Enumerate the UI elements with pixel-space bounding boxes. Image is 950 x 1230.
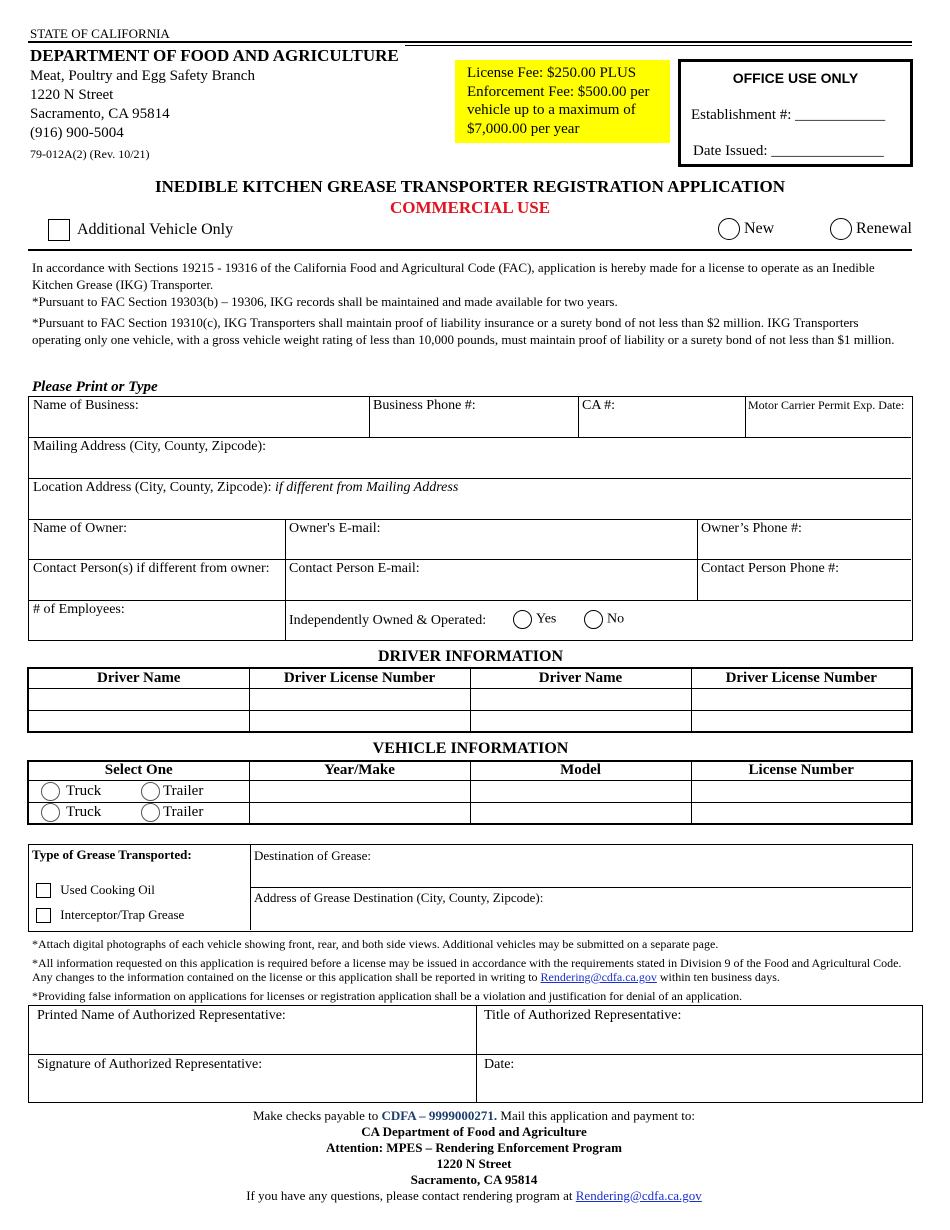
contact-person-field[interactable]: Contact Person(s) if different from owner: <box>33 561 270 576</box>
note-requirements-text-end: within ten business days. <box>656 970 780 984</box>
header-rule-thin <box>405 45 912 46</box>
mailing-address-field[interactable]: Mailing Address (City, County, Zipcode): <box>33 439 267 454</box>
independent-yes-radio[interactable] <box>513 610 532 629</box>
vehicle-type-cell <box>28 780 249 802</box>
mail-address-attention: Attention: MPES – Rendering Enforcement Program <box>326 1140 622 1155</box>
state-label: STATE OF CALIFORNIA <box>30 26 170 41</box>
header-rule <box>28 41 912 43</box>
independent-no-option[interactable] <box>584 610 624 629</box>
new-label: New <box>744 220 775 237</box>
truck-radio[interactable] <box>41 803 60 822</box>
branch-street: 1220 N Street <box>30 87 114 103</box>
note-photographs: *Attach digital photographs of each vehicle showing front, rear, and both side views. Additional vehicles may be submitted on a separate page. <box>32 937 719 951</box>
department-name: DEPARTMENT OF FOOD AND AGRICULTURE <box>30 46 399 65</box>
branch-name: Meat, Poultry and Egg Safety Branch <box>30 68 255 84</box>
trailer-label: Trailer <box>163 804 204 821</box>
checks-payable-text: Make checks payable to <box>252 1108 382 1123</box>
fee-notice <box>455 60 670 143</box>
branch-city: Sacramento, CA 95814 <box>30 106 170 122</box>
driver-cell[interactable] <box>691 710 912 732</box>
truck-label: Truck <box>66 804 102 821</box>
renewal-label: Renewal <box>856 220 912 237</box>
owner-email-field[interactable]: Owner's E-mail: <box>289 521 381 536</box>
mail-address-street: 1220 N Street <box>436 1156 512 1171</box>
additional-vehicle-checkbox[interactable] <box>48 219 70 241</box>
driver-table <box>27 667 913 733</box>
print-or-type-label: Please Print or Type <box>32 379 158 395</box>
owner-name-field[interactable]: Name of Owner: <box>33 521 128 536</box>
truck-label: Truck <box>66 782 102 799</box>
fee-line-4: $7,000.00 per year <box>467 120 580 137</box>
driver-cell[interactable] <box>470 688 691 710</box>
questions-text: If you have any questions, please contact rendering program at <box>246 1188 576 1203</box>
mail-address-department: CA Department of Food and Agriculture <box>361 1124 587 1139</box>
grease-type-label: Type of Grease Transported: <box>32 847 192 862</box>
location-address-note: if different from Mailing Address <box>274 480 459 495</box>
driver-cell[interactable] <box>470 710 691 732</box>
vehicle-info-heading: VEHICLE INFORMATION <box>372 740 569 757</box>
fee-line-2: Enforcement Fee: $500.00 per <box>467 83 650 100</box>
business-name-field[interactable]: Name of Business: <box>33 398 139 413</box>
destination-address-field[interactable]: Address of Grease Destination (City, County, Zipcode): <box>254 890 544 905</box>
trap-grease-option[interactable] <box>36 906 184 923</box>
note-requirements-text: *All information requested on this application is required before a license may be issued in accordance with the requirements stated in Division 9 of the Food and Agricultural Code. Any changes to the information contained on the license or this application shall be reported in writing to <box>32 955 902 984</box>
business-info-section <box>28 396 913 641</box>
checks-payable-line <box>0 1108 948 1124</box>
vehicle-cell[interactable] <box>470 802 691 824</box>
questions-email-link[interactable]: Rendering@cdfa.ca.gov <box>575 1188 702 1203</box>
driver-info-heading: DRIVER INFORMATION <box>377 648 564 665</box>
used-cooking-oil-option[interactable] <box>36 881 155 898</box>
title-rule <box>28 249 912 251</box>
employees-field[interactable]: # of Employees: <box>33 602 125 617</box>
ca-number-field[interactable]: CA #: <box>582 398 616 413</box>
office-use-box <box>678 59 913 167</box>
vehicle-cell[interactable] <box>470 780 691 802</box>
form-number: 79-012A(2) (Rev. 10/21) <box>30 147 150 161</box>
renewal-radio[interactable] <box>830 218 852 240</box>
contact-email-field[interactable]: Contact Person E-mail: <box>289 561 420 576</box>
intro-text <box>32 259 910 348</box>
driver-cell[interactable] <box>691 688 912 710</box>
intro-paragraph-2: *Pursuant to FAC Section 19303(b) – 19306, IKG records shall be maintained and made available for two years. <box>32 294 618 309</box>
trap-grease-label: Interceptor/Trap Grease <box>60 907 185 923</box>
new-option[interactable] <box>718 218 774 240</box>
grease-section <box>28 844 913 932</box>
notes <box>32 937 912 1003</box>
business-phone-field[interactable]: Business Phone #: <box>373 398 476 413</box>
driver-col-header: Driver License Number <box>691 668 912 688</box>
trap-grease-checkbox[interactable] <box>36 908 51 923</box>
renewal-option[interactable] <box>830 218 912 240</box>
driver-col-header: Driver Name <box>28 668 249 688</box>
vehicle-cell[interactable] <box>249 802 470 824</box>
printed-name-field[interactable]: Printed Name of Authorized Representative: <box>37 1008 286 1023</box>
signature-field[interactable]: Signature of Authorized Representative: <box>37 1057 263 1072</box>
vehicle-cell[interactable] <box>249 780 470 802</box>
driver-cell[interactable] <box>249 688 470 710</box>
establishment-number-field: Establishment #: ____________ <box>691 107 886 123</box>
independent-label: Independently Owned & Operated: <box>289 613 487 628</box>
vehicle-cell[interactable] <box>691 780 912 802</box>
mail-address-city: Sacramento, CA 95814 <box>410 1172 538 1187</box>
independent-no-radio[interactable] <box>584 610 603 629</box>
signature-section <box>28 1005 923 1103</box>
driver-cell[interactable] <box>249 710 470 732</box>
driver-col-header: Driver License Number <box>249 668 470 688</box>
note-requirements <box>32 956 912 985</box>
independent-yes-option[interactable] <box>513 610 556 629</box>
driver-col-header: Driver Name <box>470 668 691 688</box>
additional-vehicle-option[interactable] <box>48 219 233 241</box>
intro-paragraph-1: In accordance with Sections 19215 - 19316 of the California Food and Agricultural Code (FAC), application is hereby made for a license to operate as an Inedible Kitchen Grease (IKG) Transporter. <box>32 260 875 292</box>
trailer-radio[interactable] <box>141 803 160 822</box>
new-radio[interactable] <box>718 218 740 240</box>
vehicle-col-header: Model <box>470 761 691 780</box>
truck-radio[interactable] <box>41 782 60 801</box>
trailer-label: Trailer <box>163 782 204 799</box>
footer <box>0 1108 948 1204</box>
vehicle-table <box>27 760 913 825</box>
branch-phone: (916) 900-5004 <box>30 125 124 141</box>
driver-cell[interactable] <box>28 710 249 732</box>
contact-phone-field[interactable]: Contact Person Phone #: <box>701 561 840 576</box>
representative-title-field[interactable]: Title of Authorized Representative: <box>484 1008 682 1023</box>
motor-carrier-field[interactable]: Motor Carrier Permit Exp. Date: <box>748 398 905 412</box>
questions-line <box>0 1188 948 1204</box>
checks-payee: CDFA – 9999000271. <box>381 1108 498 1123</box>
destination-field[interactable]: Destination of Grease: <box>254 848 371 863</box>
vehicle-col-header: License Number <box>691 761 912 780</box>
vehicle-col-header: Year/Make <box>249 761 470 780</box>
independent-yes-label: Yes <box>536 611 557 627</box>
location-address-label: Location Address (City, County, Zipcode): <box>33 480 272 495</box>
mail-instruction-text: Mail this application and payment to: <box>497 1108 696 1123</box>
fee-line-1: License Fee: $250.00 PLUS <box>467 65 637 81</box>
fee-line-3: vehicle up to a maximum of <box>467 102 636 118</box>
intro-paragraph-3: *Pursuant to FAC Section 19310(c), IKG Transporters shall maintain proof of liability insurance or a surety bond of not less than $2 million. IKG Transporters operating only one vehicle, with a gross vehicle weight rating of less than 10,000 pounds, must maintain proof of liability or a surety bond of not less than $1 million. <box>32 315 895 347</box>
trailer-radio[interactable] <box>141 782 160 801</box>
vehicle-cell[interactable] <box>691 802 912 824</box>
independent-no-label: No <box>607 611 625 627</box>
location-address-field[interactable] <box>30 479 461 497</box>
date-issued-field: Date Issued: _______________ <box>693 143 884 159</box>
used-cooking-oil-checkbox[interactable] <box>36 883 51 898</box>
additional-vehicle-label: Additional Vehicle Only <box>77 221 234 238</box>
form-subtitle: COMMERCIAL USE <box>389 198 551 217</box>
owner-phone-field[interactable]: Owner’s Phone #: <box>701 521 802 536</box>
date-field[interactable]: Date: <box>484 1057 515 1072</box>
office-use-title: OFFICE USE ONLY <box>732 70 859 86</box>
driver-cell[interactable] <box>28 688 249 710</box>
note-false-info: *Providing false information on applications for licenses or registration application shall be a violation and justification for denial of an application. <box>32 988 743 1003</box>
used-cooking-oil-label: Used Cooking Oil <box>60 882 155 898</box>
form-title: INEDIBLE KITCHEN GREASE TRANSPORTER REGISTRATION APPLICATION <box>155 177 785 196</box>
rendering-email-link[interactable]: Rendering@cdfa.ca.gov <box>540 970 657 984</box>
vehicle-col-header: Select One <box>28 761 249 780</box>
vehicle-type-cell <box>28 802 249 824</box>
